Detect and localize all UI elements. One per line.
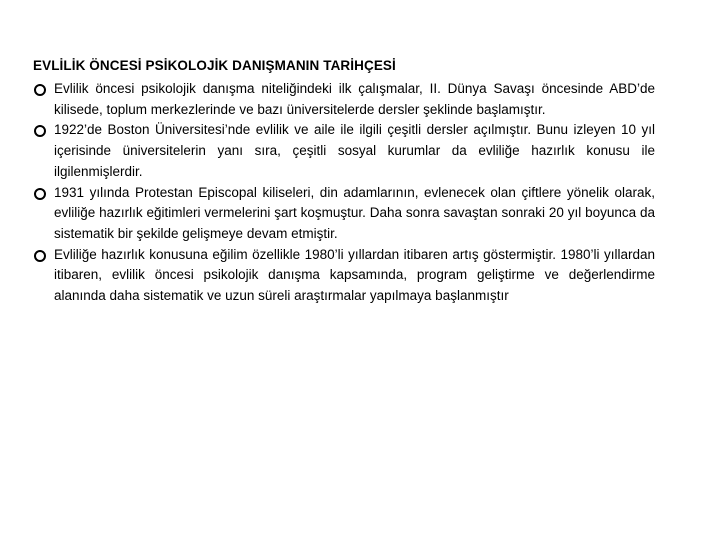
hollow-circle-bullet-icon [34, 84, 46, 96]
hollow-circle-bullet-icon [34, 125, 46, 137]
list-item [33, 183, 655, 245]
hollow-circle-bullet-icon [34, 250, 46, 262]
bullet-text: 1931 yılında Protestan Episcopal kiliseleri, din adamlarının, evlenecek olan çiftlere yönelik olarak, evliliğe hazırlık eğitimleri vermelerini şart koşmuştur. Daha sonra savaştan sonraki 20 yıl boyunca da sistematik bir şekilde gelişmeye devam etmiştir. [54, 184, 655, 241]
bullet-text: Evlilik öncesi psikolojik danışma niteliğindeki ilk çalışmalar, II. Dünya Savaşı öncesinde ABD’de kilisede, toplum merkezlerinde ve bazı üniversitelerde dersler şeklinde başlamıştır. [54, 81, 655, 117]
list-item [33, 245, 655, 307]
bullet-text: 1922’de Boston Üniversitesi’nde evlilik ve aile ile ilgili çeşitli dersler açılmıştır. Bunu izleyen 10 yıl içerisinde üniversitelerin yanı sıra, çeşitli sosyal kurumlar da evliliğe hazırlık konusu ile ilgilenmişlerdir. [54, 122, 655, 179]
slide-title: EVLİLİK ÖNCESİ PSİKOLOJİK DANIŞMANIN TARİHÇESİ [33, 58, 396, 73]
list-item [33, 120, 655, 182]
hollow-circle-bullet-icon [34, 188, 46, 200]
bullet-text: Evliliğe hazırlık konusuna eğilim özellikle 1980’li yıllardan itibaren artış göstermiştir. 1980’li yıllardan itibaren, evlilik öncesi psikolojik danışma kapsamında, program geliştirme ve değerlendirme alanında daha sistematik ve uzun süreli araştırmalar yapılmaya başlanmıştır [54, 246, 655, 304]
list-item [33, 79, 655, 120]
bullet-list [33, 79, 655, 307]
